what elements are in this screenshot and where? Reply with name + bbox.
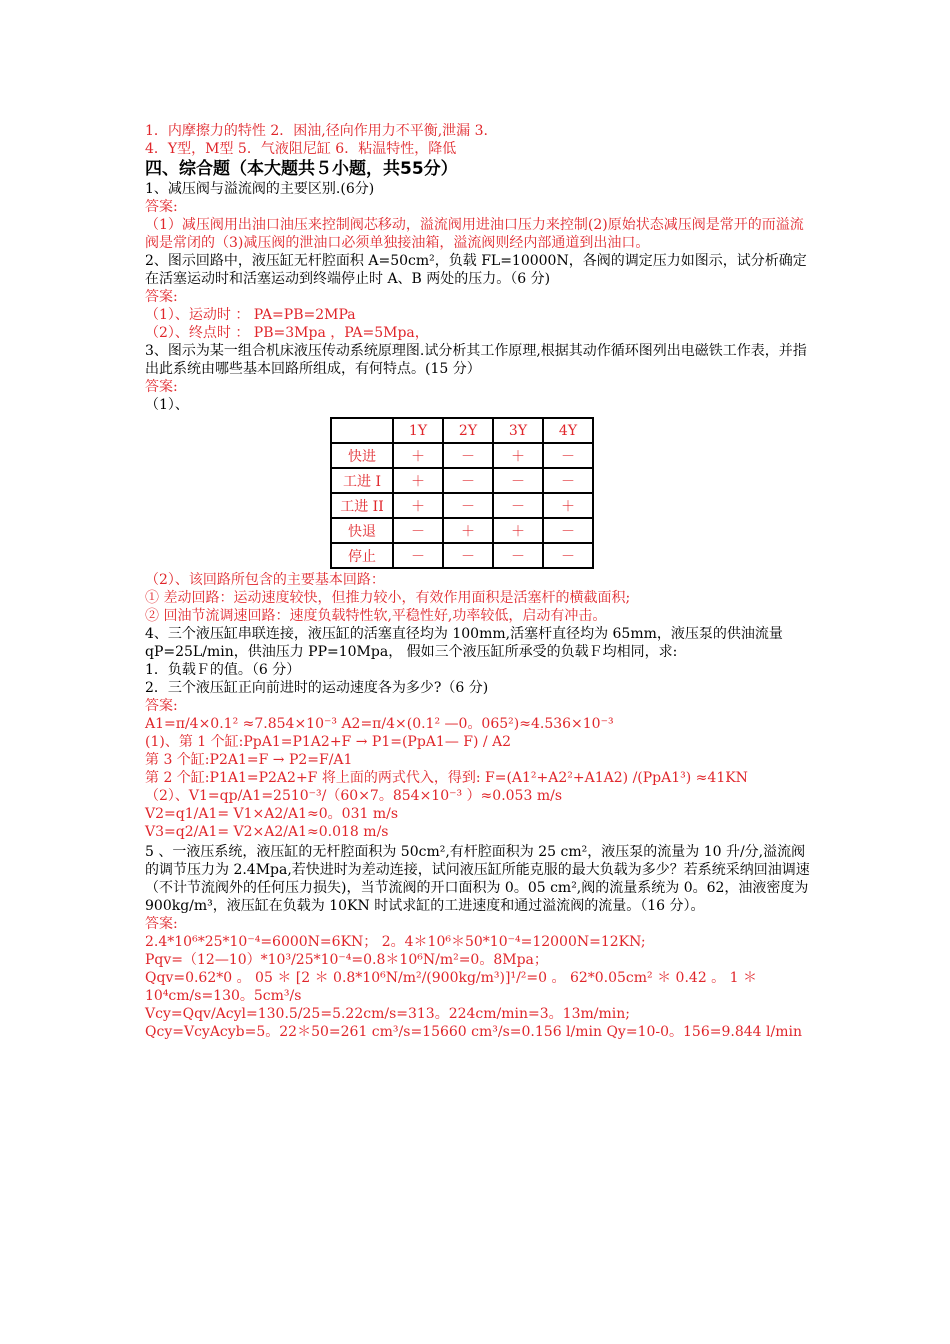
answer-4-line: V2=q1/A1= V1×A2/A1≈0。031 m/s: [145, 806, 399, 822]
table-row: [331, 493, 593, 518]
answer-label: 答案:: [145, 379, 178, 395]
answer-1: （1）减压阀用出油口油压来控制阀芯移动，溢流阀用进油口压力来控制(2)原始状态减压阀是常开的而溢流阀是常闭的（3)减压阀的泄油口必须单独接油箱，溢流阀则经内部通道到出油口。: [145, 217, 804, 251]
answer-label: 答案:: [145, 698, 178, 714]
answer-3-item: ② 回油节流调速回路：速度负载特性软,平稳性好,功率较低，启动有冲击。: [145, 608, 607, 624]
table-row: [331, 518, 593, 543]
answer-2-line: （1）、运动时 ： PA=PB=2MPa: [145, 307, 356, 323]
table-cell: －: [493, 543, 543, 568]
answer-line: 1．内摩擦力的特性 2．困油,径向作用力不平衡,泄漏 3.: [145, 123, 488, 139]
question-1: 1、减压阀与溢流阀的主要区别.(6分): [145, 181, 375, 197]
table-cell: －: [443, 443, 493, 468]
answer-4-line: V3=q2/A1= V2×A2/A1≈0.018 m/s: [145, 824, 389, 840]
table-cell: －: [393, 518, 443, 543]
answer-3-part1: （1）、: [145, 397, 189, 413]
answer-line: 4．Y型，M型 5．气液阻尼缸 6．粘温特性，降低: [145, 141, 457, 157]
answer-label: 答案:: [145, 289, 178, 305]
table-cell: 工进 I: [331, 468, 393, 493]
answer-4-line: 第 2 个缸:P1A1=P2A2+F 将上面的两式代入，得到: F=(A1²+A2²+A1A2) /(PpA1³) ≈41KN: [145, 770, 748, 786]
answer-2-line: （2）、终点时 ： PB=3Mpa ，PA=5Mpa，: [145, 325, 429, 341]
answer-4-line: （2）、V1=qp/A1=2510⁻³/（60×7。854×10⁻³ ）≈0.053 m/s: [145, 788, 562, 804]
answer-4-line: 第 3 个缸:P2A1=F → P2=F/A1: [145, 752, 353, 768]
answer-5-line: Qqv=0.62*0 。 05 ＊ [2 ＊ 0.8*10⁶N/m²/(900kg/m³)]¹/²=0 。 62*0.05cm² ＊ 0.42 。 1 ＊ 10⁴cm/s=130。5cm³/s: [145, 970, 757, 1004]
table-row: [331, 443, 593, 468]
question-4-sub: 2．三个液压缸正向前进时的运动速度各为多少?（6 分): [145, 680, 489, 696]
table-row: [331, 468, 593, 493]
section-heading: 四、综合题（本大题共５小题，共55分）: [145, 159, 458, 179]
question-5: 5 、一液压系统，液压缸的无杆腔面积为 50cm²,有杆腔面积为 25 cm²，液压泵的流量为 10 升/分,溢流阀的调节压力为 2.4Mpa,若快进时为差动连接，试问液压缸所能克服的最大负载为多少？若系统采纳回油调速（不计节流阀外的任何压力损失)，当节流阀的开口面积为 0。05 cm²,阀的流量系统为 0。62，油液密度为 900kg/m³，液压缸在负载为 10KN 时试求缸的工进速度和通过溢流阀的流量。（16 分）。: [145, 844, 810, 914]
table-cell: －: [543, 543, 593, 568]
table-cell: －: [443, 493, 493, 518]
question-4: 4、三个液压缸串联连接，液压缸的活塞直径均为 100mm,活塞杆直径均为 65mm，液压泵的供油流量 qP=25L/min，供油压力 PP=10Mpa， 假如三个液压缸所承受的负载Ｆ均相同，求:: [145, 626, 783, 660]
table-cell: ＋: [493, 518, 543, 543]
table-cell: ＋: [493, 443, 543, 468]
table-header-cell: 1Y: [393, 418, 443, 443]
table-header-row: [331, 418, 593, 443]
table-row: [331, 543, 593, 568]
answer-5-line: Vcy=Qqv/Acyl=130.5/25=5.22cm/s=313。224cm/min=3。13m/min;: [145, 1006, 630, 1022]
answer-label: 答案:: [145, 199, 178, 215]
table-cell: －: [493, 493, 543, 518]
answer-4-line: (1)、第 1 个缸:PpA1=P1A2+F → P1=(PpA1— F) / A2: [145, 734, 512, 750]
answer-3-part2: （2）、该回路所包含的主要基本回路：: [145, 572, 385, 588]
table-cell: －: [393, 543, 443, 568]
table-cell: －: [493, 468, 543, 493]
table-cell: ＋: [393, 493, 443, 518]
solenoid-table: [330, 417, 594, 569]
table-header-cell: 4Y: [543, 418, 593, 443]
table-cell: ＋: [393, 443, 443, 468]
table-header-cell: 3Y: [493, 418, 543, 443]
table-cell: 快退: [331, 518, 393, 543]
answer-4-line: A1=π/4×0.1² ≈7.854×10⁻³ A2=π/4×(0.1² —0。065²)≈4.536×10⁻³: [145, 716, 614, 732]
answer-label: 答案:: [145, 916, 178, 932]
answer-5-line: 2.4*10⁶*25*10⁻⁴=6000N=6KN； 2。4＊10⁶＊50*10⁻⁴=12000N=12KN;: [145, 934, 646, 950]
question-4-sub: 1．负载Ｆ的值。（6 分）: [145, 662, 301, 678]
answer-3-item: ① 差动回路：运动速度较快，但推力较小，有效作用面积是活塞杆的横截面积;: [145, 590, 631, 606]
table-header-cell: [331, 418, 393, 443]
question-3: 3、图示为某一组合机床液压传动系统原理图.试分析其工作原理,根据其动作循环图列出电磁铁工作表，并指出此系统由哪些基本回路所组成，有何特点。(15 分）: [145, 343, 807, 377]
table-cell: 工进 II: [331, 493, 393, 518]
table-cell: －: [443, 468, 493, 493]
table-cell: ＋: [393, 468, 443, 493]
question-2: 2、图示回路中，液压缸无杆腔面积 A=50cm²，负载 FL=10000N，各阀的调定压力如图示，试分析确定在活塞运动时和活塞运动到终端停止时 A、B 两处的压力。（6 分): [145, 253, 807, 287]
table-cell: －: [443, 543, 493, 568]
document-page: [145, 122, 810, 1041]
table-cell: 快进: [331, 443, 393, 468]
table-cell: 停止: [331, 543, 393, 568]
table-cell: －: [543, 443, 593, 468]
answer-5-line: Qcy=VcyAcyb=5。22＊50=261 cm³/s=15660 cm³/s=0.156 l/min Qy=10-0。156=9.844 l/min: [145, 1024, 802, 1040]
table-cell: ＋: [443, 518, 493, 543]
table-cell: －: [543, 518, 593, 543]
table-cell: －: [543, 468, 593, 493]
answer-5-line: Pqv=（12—10）*10³/25*10⁻⁴=0.8＊10⁶N/m²=0。8Mpa；: [145, 952, 548, 968]
table-cell: ＋: [543, 493, 593, 518]
table-header-cell: 2Y: [443, 418, 493, 443]
